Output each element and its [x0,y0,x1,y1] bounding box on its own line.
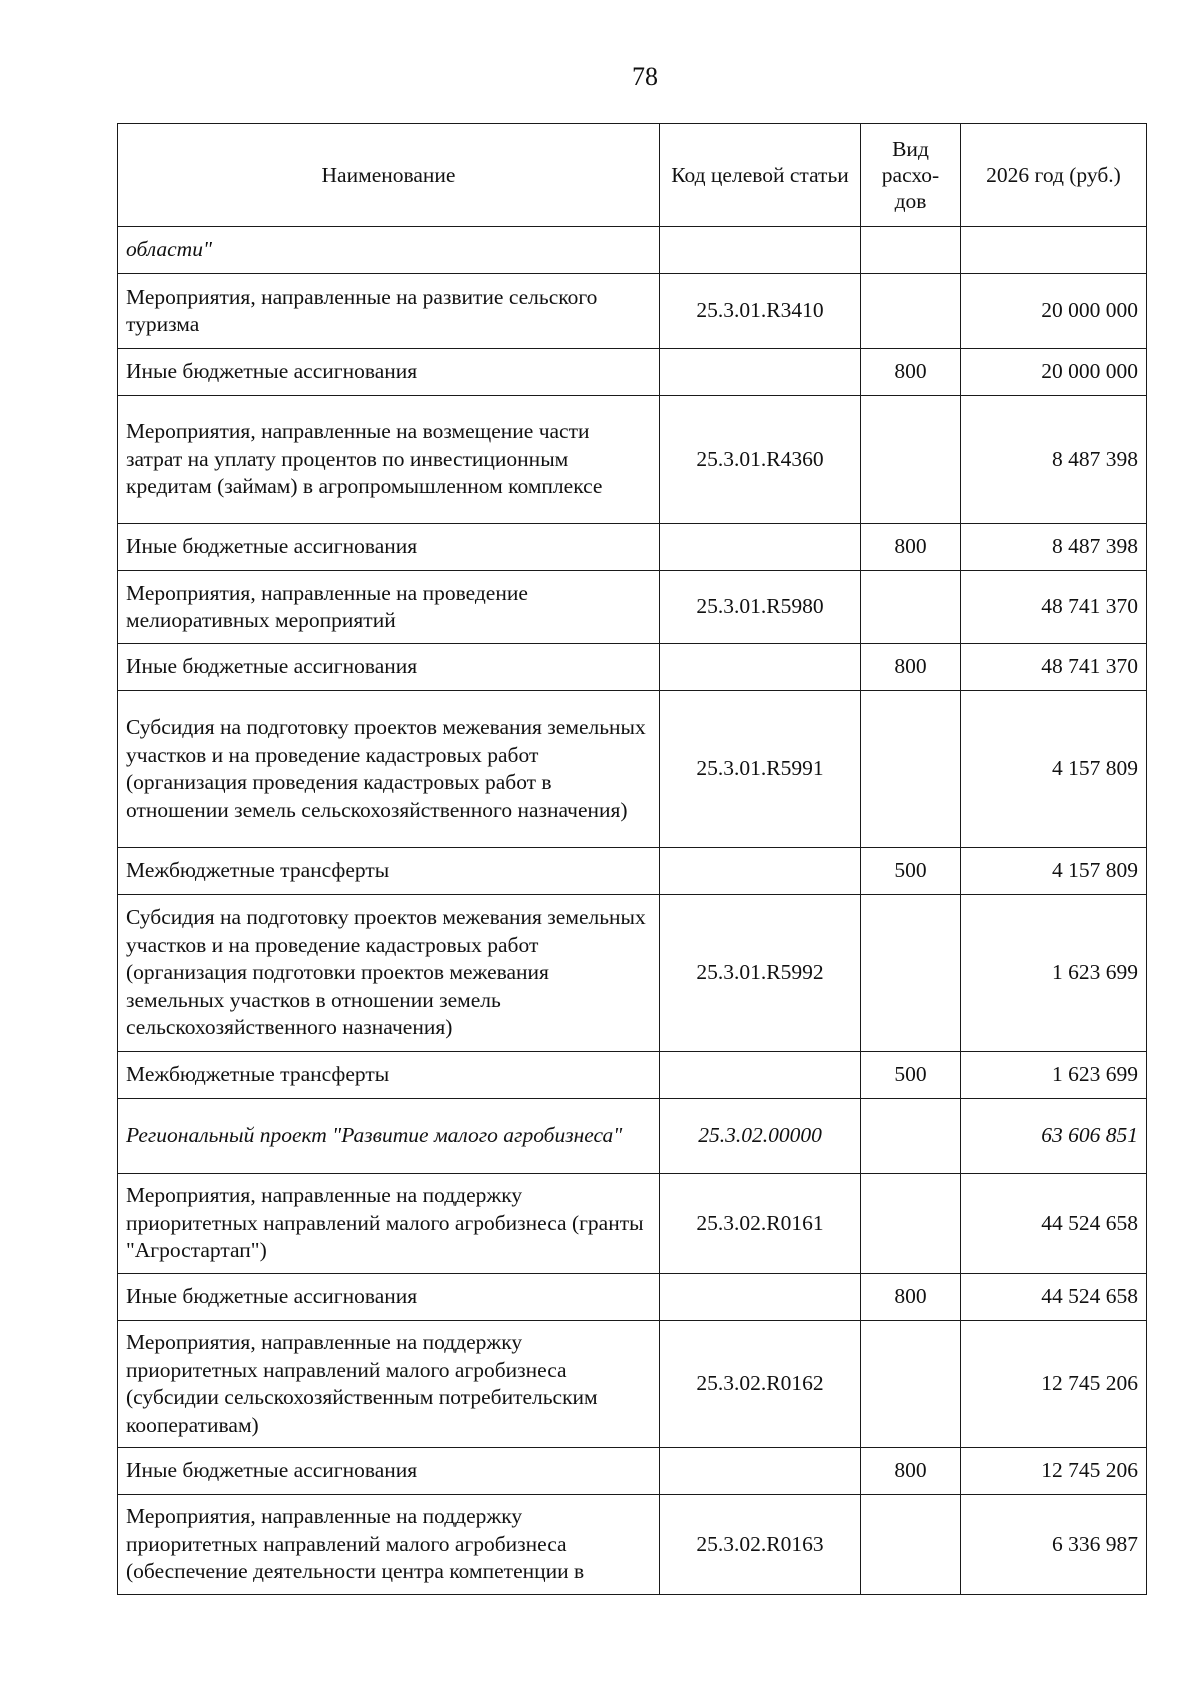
row-sum: 8 487 398 [961,524,1147,571]
row-name: Мероприятия, направленные на возмещение части затрат на уплату процентов по инвестиционным кредитам (займам) в агропромышленном комплексе [118,396,660,524]
row-sum: 48 741 370 [961,644,1147,691]
row-name: Мероприятия, направленные на развитие сельского туризма [118,274,660,349]
table-row [118,227,1147,274]
row-code [660,848,861,895]
row-sum: 8 487 398 [961,396,1147,524]
row-code: 25.3.01.R3410 [660,274,861,349]
table-row [118,895,1147,1052]
row-sum: 63 606 851 [961,1099,1147,1174]
row-type [861,396,961,524]
row-sum: 4 157 809 [961,848,1147,895]
row-code [660,1448,861,1495]
row-type [861,1174,961,1274]
table-row [118,396,1147,524]
row-code [660,524,861,571]
row-name: Иные бюджетные ассигнования [118,349,660,396]
header-code: Код целевой статьи [660,124,861,227]
row-name: области" [118,227,660,274]
row-sum: 20 000 000 [961,349,1147,396]
row-type: 500 [861,1052,961,1099]
row-code: 25.3.02.R0162 [660,1321,861,1448]
table-row [118,349,1147,396]
row-sum: 44 524 658 [961,1174,1147,1274]
row-code [660,1274,861,1321]
row-type: 800 [861,1274,961,1321]
row-type: 800 [861,524,961,571]
row-name: Мероприятия, направленные на поддержку приоритетных направлений малого агробизнеса (субсидии сельскохозяйственным потребительским кооперативам) [118,1321,660,1448]
row-code: 25.3.01.R4360 [660,396,861,524]
row-code: 25.3.01.R5992 [660,895,861,1052]
table-header-row [118,124,1147,227]
row-name: Мероприятия, направленные на проведение мелиоративных мероприятий [118,571,660,644]
table-row [118,1099,1147,1174]
row-name: Межбюджетные трансферты [118,848,660,895]
row-type: 800 [861,349,961,396]
table-row [118,1495,1147,1595]
row-type [861,1099,961,1174]
row-code: 25.3.01.R5980 [660,571,861,644]
table-row [118,644,1147,691]
row-type: 500 [861,848,961,895]
header-name: Наименование [118,124,660,227]
header-sum: 2026 год (руб.) [961,124,1147,227]
table-row [118,571,1147,644]
row-type [861,1321,961,1448]
row-type [861,691,961,848]
table-row [118,1274,1147,1321]
row-code: 25.3.02.R0163 [660,1495,861,1595]
budget-table [117,123,1147,1595]
row-name: Иные бюджетные ассигнования [118,524,660,571]
row-type: 800 [861,644,961,691]
row-sum: 44 524 658 [961,1274,1147,1321]
table-row [118,1448,1147,1495]
row-sum: 1 623 699 [961,1052,1147,1099]
table-row [118,1321,1147,1448]
row-type [861,274,961,349]
row-sum: 6 336 987 [961,1495,1147,1595]
header-type: Вид расхо- дов [861,124,961,227]
row-sum: 4 157 809 [961,691,1147,848]
table-row [118,1052,1147,1099]
row-name: Мероприятия, направленные на поддержку приоритетных направлений малого агробизнеса (гранты "Агростартап") [118,1174,660,1274]
page-number: 78 [632,62,658,91]
row-name: Иные бюджетные ассигнования [118,1274,660,1321]
row-sum [961,227,1147,274]
table-row [118,848,1147,895]
row-code [660,349,861,396]
row-type [861,1495,961,1595]
row-type [861,571,961,644]
row-name: Субсидия на подготовку проектов межевания земельных участков и на проведение кадастровых работ (организация подготовки проектов межевания земельных участков в отношении земель сельскохозяйственного назначения) [118,895,660,1052]
row-code: 25.3.01.R5991 [660,691,861,848]
row-code: 25.3.02.00000 [660,1099,861,1174]
row-name: Мероприятия, направленные на поддержку приоритетных направлений малого агробизнеса (обеспечение деятельности центра компетенции в [118,1495,660,1595]
table-row [118,691,1147,848]
row-sum: 12 745 206 [961,1321,1147,1448]
row-code [660,1052,861,1099]
row-name: Субсидия на подготовку проектов межевания земельных участков и на проведение кадастровых работ (организация проведения кадастровых работ в отношении земель сельскохозяйственного назначения) [118,691,660,848]
row-sum: 12 745 206 [961,1448,1147,1495]
table-row [118,1174,1147,1274]
row-name: Региональный проект "Развитие малого агробизнеса" [118,1099,660,1174]
row-code: 25.3.02.R0161 [660,1174,861,1274]
row-name: Межбюджетные трансферты [118,1052,660,1099]
row-code [660,227,861,274]
table-row [118,524,1147,571]
row-sum: 20 000 000 [961,274,1147,349]
row-type [861,895,961,1052]
row-code [660,644,861,691]
row-type: 800 [861,1448,961,1495]
row-sum: 48 741 370 [961,571,1147,644]
row-name: Иные бюджетные ассигнования [118,644,660,691]
table-row [118,274,1147,349]
row-sum: 1 623 699 [961,895,1147,1052]
row-name: Иные бюджетные ассигнования [118,1448,660,1495]
row-type [861,227,961,274]
